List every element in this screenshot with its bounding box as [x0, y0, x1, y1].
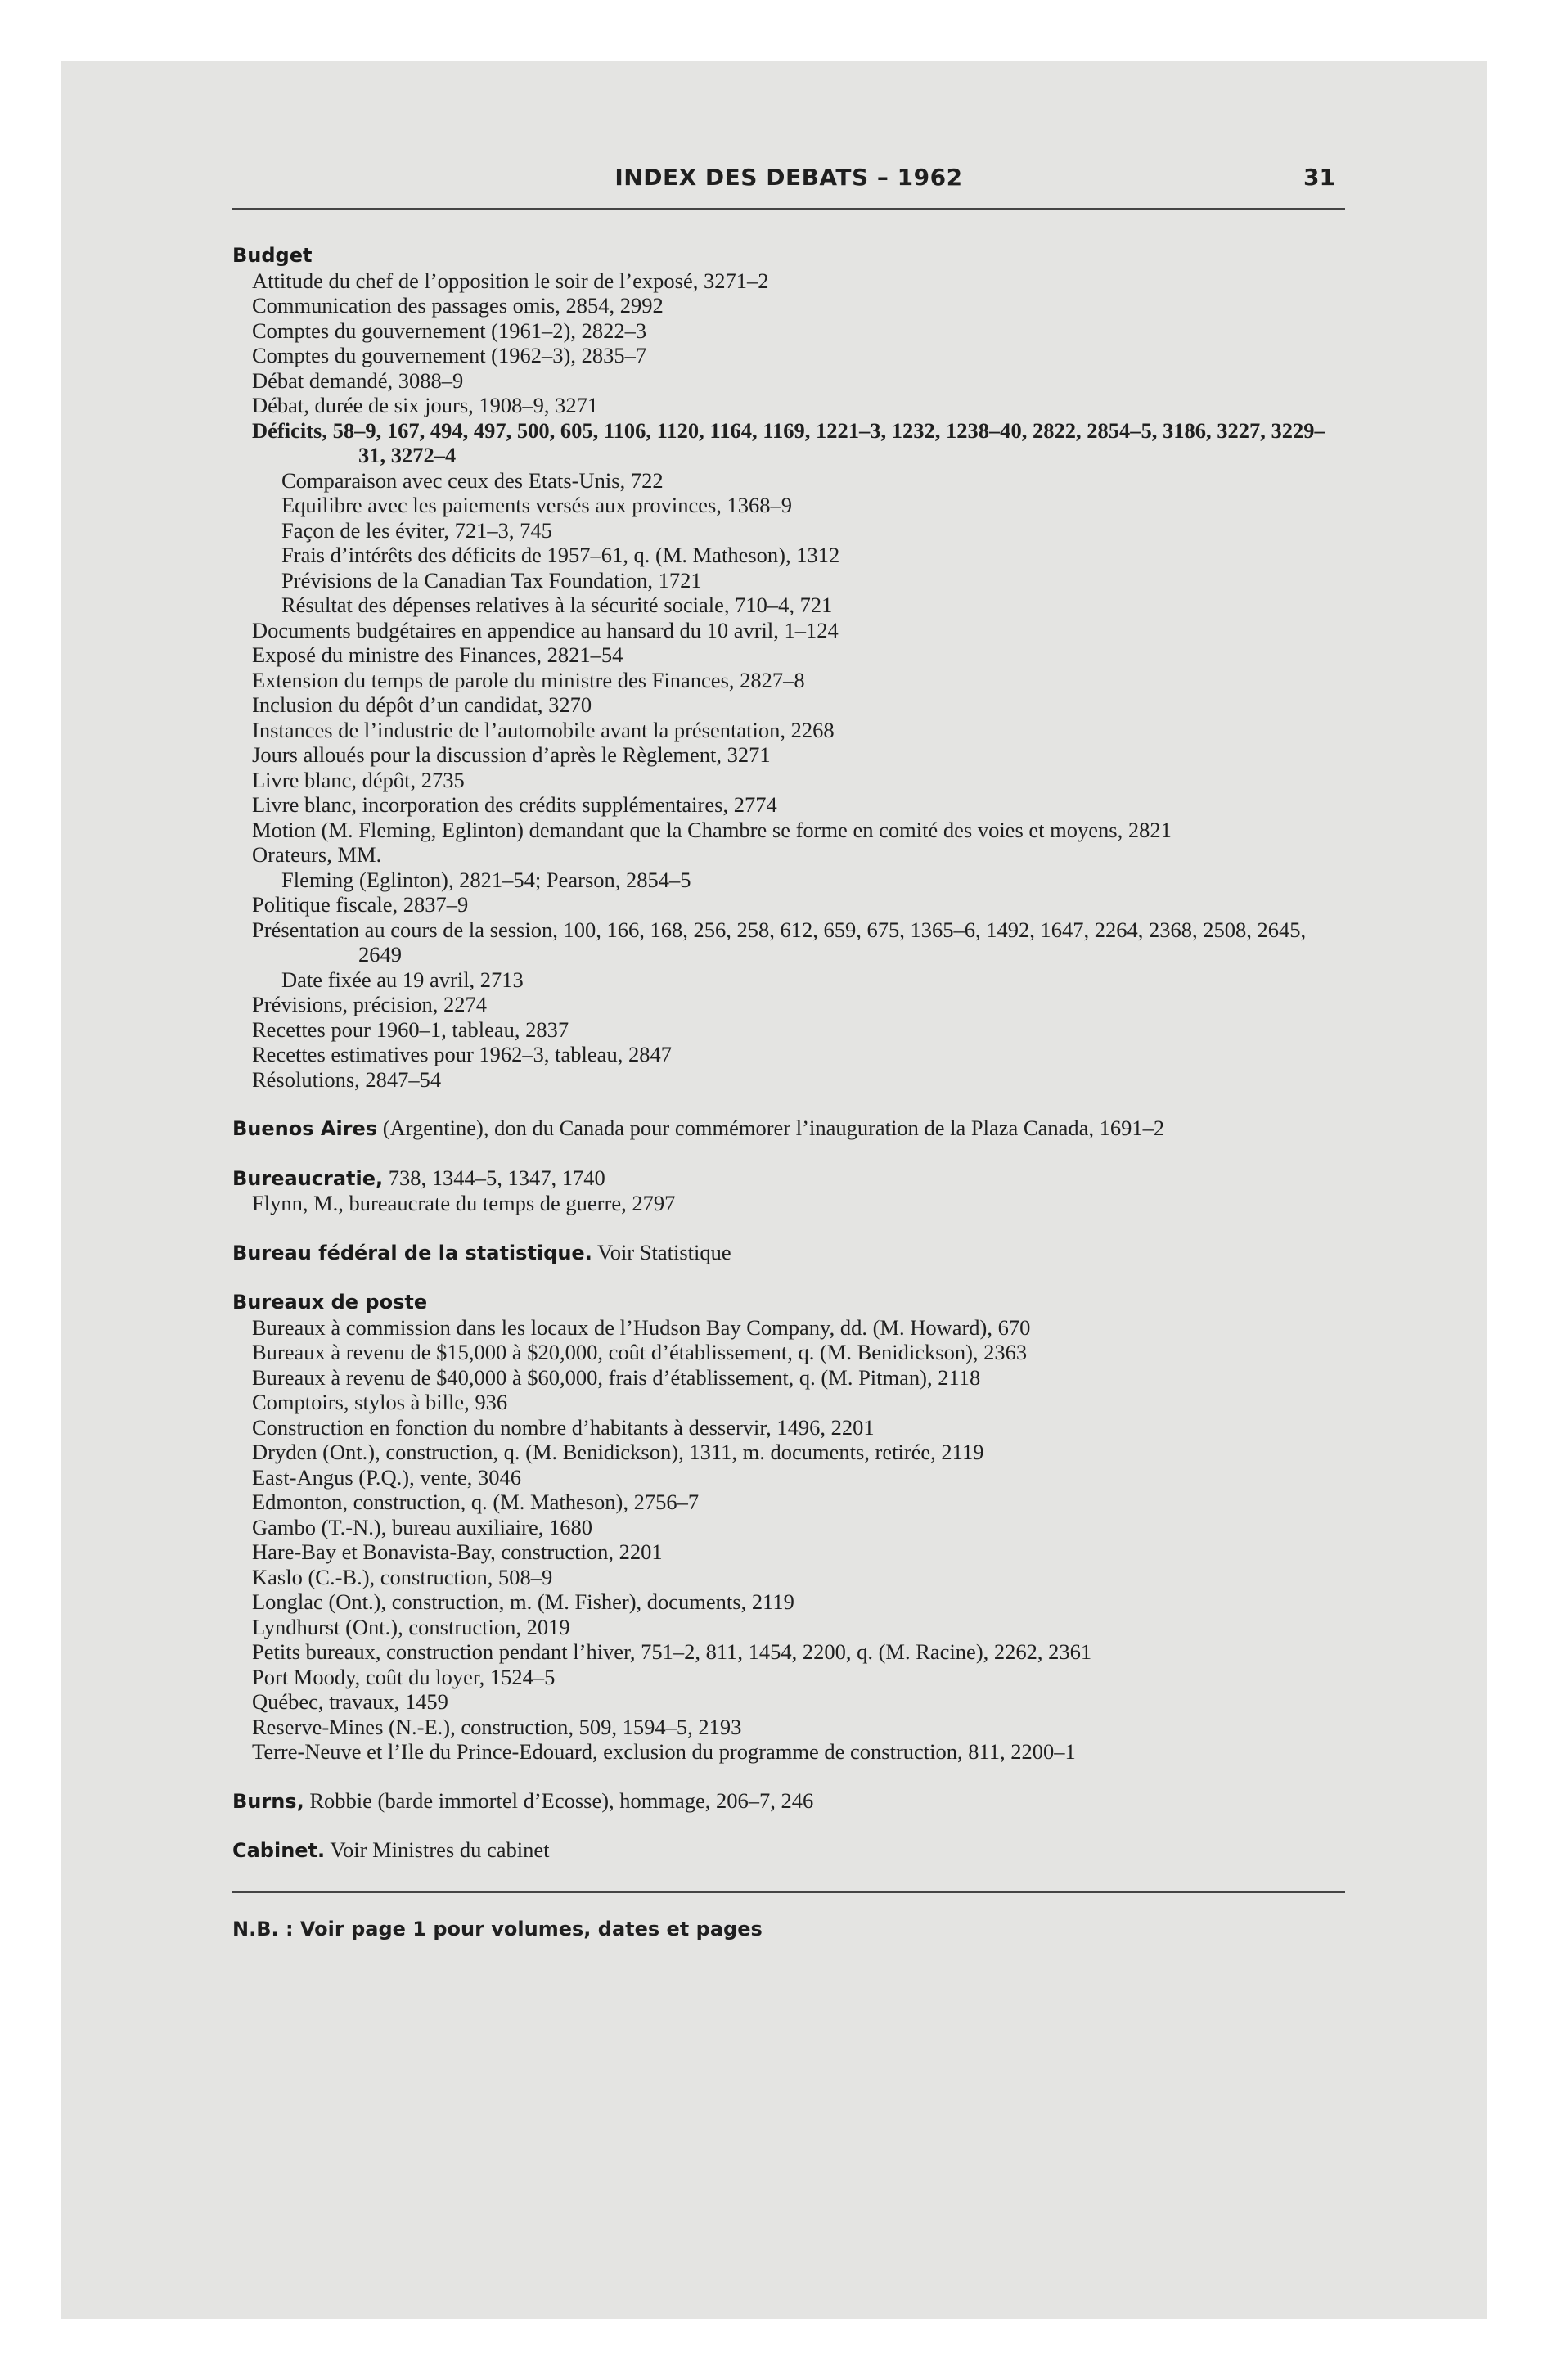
index-subentry: Flynn, M., bureaucrate du temps de guerre, 2797 [252, 1191, 676, 1215]
index-subentry: Extension du temps de parole du ministre des Finances, 2827–8 [252, 667, 805, 692]
page-title: INDEX DES DEBATS – 1962 [614, 164, 963, 191]
footer-note: N.B. : Voir page 1 pour volumes, dates et pages [232, 1891, 1345, 1941]
index-subentry: Frais d’intérêts des déficits de 1957–61, q. (M. Matheson), 1312 [281, 543, 840, 567]
index-subentry: Comptoirs, stylos à bille, 936 [252, 1390, 508, 1414]
index-entry [232, 1116, 1345, 1142]
page-header [232, 159, 1345, 210]
index-subentry: Fleming (Eglinton), 2821–54; Pearson, 2854–5 [281, 867, 691, 892]
index-heading [232, 1788, 1345, 1814]
index-subentry: Recettes estimatives pour 1962–3, tableau, 2847 [252, 1042, 672, 1066]
index-subentry: Livre blanc, incorporation des crédits supplémentaires, 2774 [252, 792, 777, 817]
index-heading-text: Voir Ministres du cabinet [330, 1837, 550, 1862]
index-subentry: Prévisions, précision, 2274 [252, 992, 488, 1016]
index-subentry: Orateurs, MM. [252, 842, 382, 867]
index-subentry: Construction en fonction du nombre d’habitants à desservir, 1496, 2201 [252, 1414, 875, 1440]
page-number: 31 [1303, 164, 1335, 191]
index-entries [232, 210, 1345, 1864]
index-subentry: Terre-Neuve et l’Ile du Prince-Edouard, exclusion du programme de construction, 811, 2200–1 [252, 1739, 1076, 1764]
index-heading [232, 1116, 1345, 1142]
index-subentry: Edmonton, construction, q. (M. Matheson), 2756–7 [252, 1490, 700, 1514]
index-heading-text: (Argentine), don du Canada pour commémorer l’inauguration de la Plaza Canada, 1691–2 [382, 1116, 1165, 1140]
index-subentry: Jours alloués pour la discussion d’après le Règlement, 3271 [252, 742, 771, 767]
index-subentry: Bureaux à revenu de $40,000 à $60,000, frais d’établissement, q. (M. Pitman), 2118 [252, 1364, 981, 1390]
index-subentry: Equilibre avec les paiements versés aux provinces, 1368–9 [281, 493, 793, 517]
index-heading-text: Robbie (barde immortel d’Ecosse), hommage, 206–7, 246 [309, 1787, 814, 1813]
index-term: Cabinet. [232, 1839, 326, 1862]
index-subentry: Motion (M. Fleming, Eglinton) demandant que la Chambre se forme en comité des voies et moyens, 2821 [252, 817, 1172, 842]
index-subentry: Reserve-Mines (N.-E.), construction, 509, 1594–5, 2193 [252, 1714, 742, 1739]
index-subentry: Bureaux à revenu de $15,000 à $20,000, coût d’établissement, q. (M. Benidickson), 2363 [252, 1340, 1028, 1364]
index-subentry: Inclusion du dépôt d’un candidat, 3270 [252, 692, 592, 717]
index-term: Burns, [232, 1789, 304, 1813]
index-heading [232, 242, 1345, 268]
index-term: Bureau fédéral de la statistique. [232, 1241, 592, 1264]
index-subentry: Débat, durée de six jours, 1908–9, 3271 [252, 393, 599, 417]
index-entry [232, 1788, 1345, 1814]
index-heading [232, 1837, 1345, 1864]
index-entry [232, 1240, 1345, 1266]
index-subentry: Comptes du gouvernement (1962–3), 2835–7 [252, 343, 647, 367]
index-term: Bureaux de poste [232, 1291, 428, 1314]
index-subentry: Hare-Bay et Bonavista-Bay, construction, 2201 [252, 1539, 663, 1564]
index-subentry: Attitude du chef de l’opposition le soir de l’exposé, 3271–2 [252, 268, 769, 293]
index-subentry: Livre blanc, dépôt, 2735 [252, 767, 465, 792]
index-subentry: Résultat des dépenses relatives à la sécurité sociale, 710–4, 721 [281, 593, 833, 617]
index-term: Buenos Aires [232, 1117, 378, 1140]
index-subentry: Présentation au cours de la session, 100, 166, 168, 256, 258, 612, 659, 675, 1365–6, 1492, 1647, 2264, 2368, 2508, 2645, 2649 [252, 917, 1307, 967]
index-heading-text: 738, 1344–5, 1347, 1740 [388, 1165, 605, 1190]
index-subentry: Dryden (Ont.), construction, q. (M. Benidickson), 1311, m. documents, retirée, 2119 [252, 1440, 984, 1464]
index-subentry: Exposé du ministre des Finances, 2821–54 [252, 642, 623, 667]
index-subentry: Kaslo (C.-B.), construction, 508–9 [252, 1564, 553, 1589]
index-subentry: Date fixée au 19 avril, 2713 [281, 967, 524, 992]
index-subentry: Instances de l’industrie de l’automobile avant la présentation, 2268 [252, 717, 835, 742]
index-entry [232, 1289, 1345, 1765]
index-subentry: East-Angus (P.Q.), vente, 3046 [252, 1464, 521, 1490]
index-subentry: Politique fiscale, 2837–9 [252, 892, 469, 917]
index-subentry: Québec, travaux, 1459 [252, 1689, 448, 1714]
index-subentry: Communication des passages omis, 2854, 2992 [252, 293, 664, 318]
index-entry [232, 1165, 1345, 1216]
index-heading [232, 1289, 1345, 1315]
index-subentry: Comptes du gouvernement (1961–2), 2822–3 [252, 318, 647, 343]
index-term: Bureaucratie, [232, 1166, 384, 1190]
index-subentry: Comparaison avec ceux des Etats-Unis, 722 [281, 467, 664, 493]
index-entry [232, 1837, 1345, 1864]
index-subentry: Longlac (Ont.), construction, m. (M. Fisher), documents, 2119 [252, 1589, 794, 1614]
index-subentry: Déficits, 58–9, 167, 494, 497, 500, 605, 1106, 1120, 1164, 1169, 1221–3, 1232, 1238–40, 2822, 2854–5, 3186, 3227, 3229–31, 3272–4 [252, 417, 1325, 467]
index-heading [232, 1165, 1345, 1192]
index-heading-text: Voir Statistique [596, 1239, 731, 1264]
index-subentry: Petits bureaux, construction pendant l’hiver, 751–2, 811, 1454, 2200, q. (M. Racine), 2262, 2361 [252, 1639, 1092, 1664]
index-entry [232, 242, 1345, 1092]
index-heading [232, 1240, 1345, 1266]
index-subentry: Recettes pour 1960–1, tableau, 2837 [252, 1016, 569, 1042]
index-subentry: Port Moody, coût du loyer, 1524–5 [252, 1664, 556, 1689]
index-page [232, 159, 1345, 1941]
index-subentry: Résolutions, 2847–54 [252, 1066, 442, 1092]
index-subentry: Façon de les éviter, 721–3, 745 [281, 517, 552, 543]
index-subentry: Documents budgétaires en appendice au hansard du 10 avril, 1–124 [252, 617, 839, 642]
index-subentry: Bureaux à commission dans les locaux de l’Hudson Bay Company, dd. (M. Howard), 670 [252, 1314, 1031, 1340]
index-subentry: Débat demandé, 3088–9 [252, 367, 464, 393]
index-term: Budget [232, 244, 313, 267]
index-subentry: Lyndhurst (Ont.), construction, 2019 [252, 1614, 570, 1639]
index-subentry: Gambo (T.-N.), bureau auxiliaire, 1680 [252, 1514, 593, 1539]
index-subentry: Prévisions de la Canadian Tax Foundation, 1721 [281, 567, 702, 593]
